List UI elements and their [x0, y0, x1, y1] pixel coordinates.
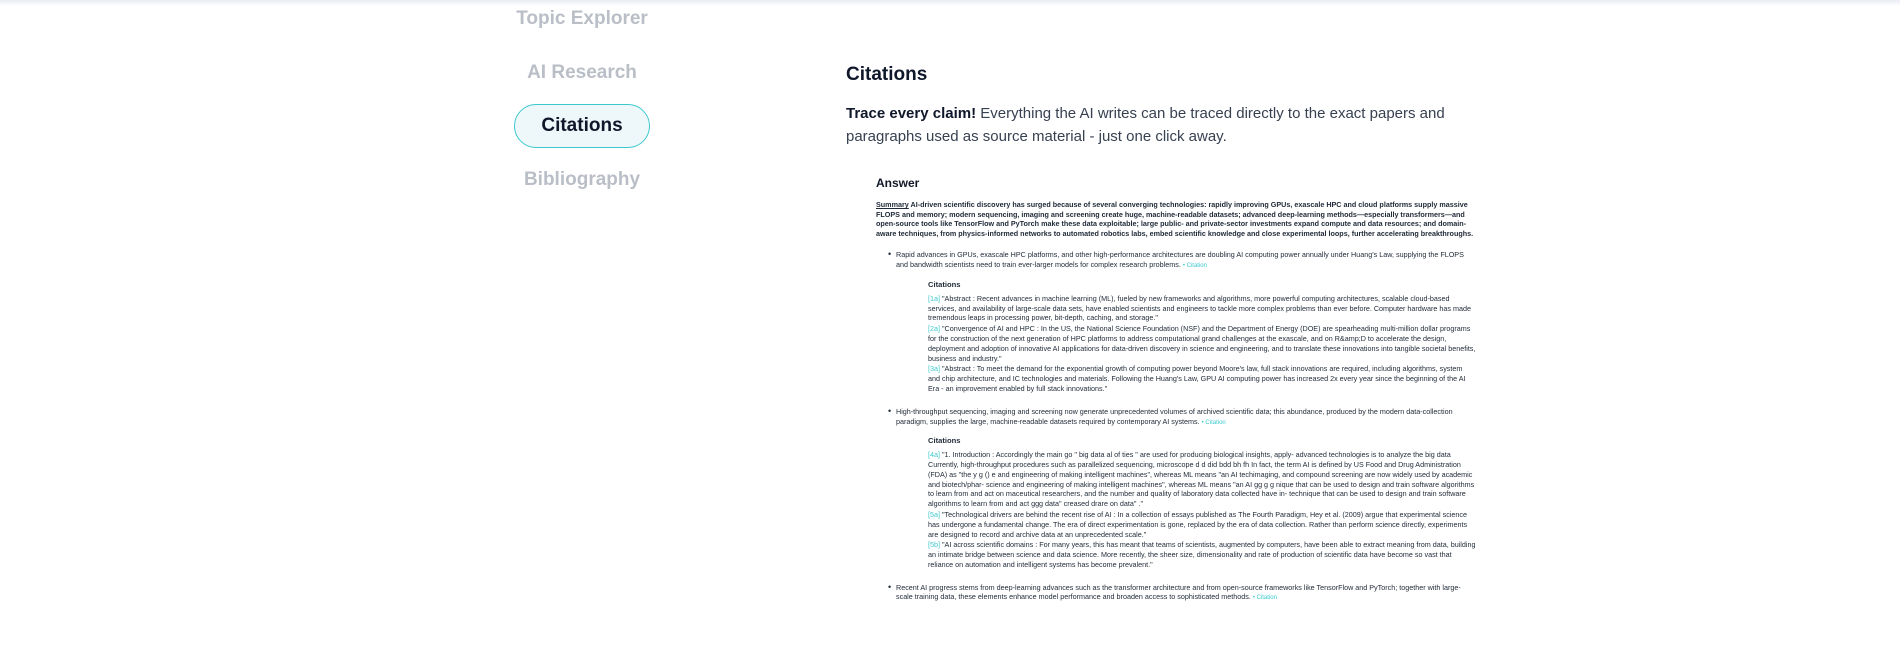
nav-item-topic-explorer[interactable]: Topic Explorer [516, 8, 648, 29]
citation-item [928, 294, 1476, 323]
intro-body: Everything the AI writes can be traced directly to the exact papers and paragraphs used as source material - just one click away. [846, 105, 1445, 145]
citation-text: "Technological drivers are behind the recent rise of AI : In a collection of essays published as The Fourth Paradigm, Hey et al. (2009) argue that experimental science has undergone a fundamental change. The era of direct experimentation is gone, replaced by the era of data collection. Rather than perform science directly, experiments are designed to record and archive data at an unprecedented scale." [928, 509, 1468, 539]
answer-bullet [888, 583, 1476, 605]
citation-item [928, 540, 1476, 569]
citations-title: Citations [928, 436, 961, 446]
citations-title: Citations [928, 279, 961, 289]
bullet-text: High-throughput sequencing, imaging and screening now generate unprecedented volumes of archived scientific data; this abundance, produced by the modern data-collection paradigm, supplies the large, machine-readable datasets required by contemporary AI systems. [896, 406, 1453, 426]
answer-title: Answer [876, 176, 920, 190]
citation-item [928, 324, 1476, 363]
summary-label: Summary [876, 200, 909, 209]
citation-link[interactable]: • Citation [1182, 263, 1207, 270]
top-shadow [0, 0, 1900, 6]
bullet-text: Rapid advances in GPUs, exascale HPC platforms, and other high-performance architectures are doubling AI computing power annually under Huang's Law, supplying the FLOPS and bandwidth scientists need to train ever-larger models for complex research problems. [896, 250, 1464, 270]
summary [876, 200, 1476, 238]
main-content [846, 64, 1496, 163]
intro-text [846, 102, 1446, 148]
bullet-dot: • [888, 249, 892, 260]
bullet-dot: • [888, 581, 892, 592]
answer-bullet [888, 250, 1476, 394]
citation-ref[interactable]: [5b] [928, 540, 940, 550]
citation-link[interactable]: • Citation [1201, 419, 1226, 426]
citation-item [928, 364, 1476, 393]
citation-text: "Abstract : Recent advances in machine learning (ML), fueled by new frameworks and algorithms, more powerful computing architectures, scalable cloud-based services, and availability of large-scale data sets, have enabled scientists and engineers to tackle more complex problems than ever before. Computer hardware has made tremendous leaps in processing power, bit-depth, caching, and storage." [928, 293, 1471, 323]
citation-item [928, 510, 1476, 539]
citations-block [928, 280, 1476, 394]
citation-ref[interactable]: [1a] [928, 293, 940, 303]
citations-block [928, 436, 1476, 569]
citation-ref[interactable]: [3a] [928, 364, 940, 374]
nav-item-ai-research[interactable]: AI Research [527, 62, 637, 83]
citation-text: "AI across scientific domains : For many years, this has meant that teams of scientists, augmented by computers, have been able to extract meaning from data, building an intimate bridge between science and data science. More recently, the sheer size, dimensionality and rate of production of scientific data have become so vast that reliance on automation and intelligent systems has become prevalent." [928, 540, 1476, 569]
citation-ref[interactable]: [2a] [928, 324, 940, 334]
summary-text: AI-driven scientific discovery has surged because of several converging technologies: rapidly improving GPUs, exascale HPC and cloud platforms supply massive FLOPS and memory; modern sequencing, imaging and screening create huge, machine-readable datasets; advanced deep-learning methods—especially transformers—and open-source tools like TensorFlow and PyTorch make these data exploitable; large public- and private-sector investments expand compute and data resources; and domain-aware techniques, from physics-informed networks to automated robotics labs, embed scientific knowledge and close experimental loops, further accelerating breakthroughs. [876, 200, 1474, 238]
bullet-text: Recent AI progress stems from deep-learning advances such as the transformer architecture and from open-source frameworks like TensorFlow and PyTorch; together with large-scale training data, these elements enhance model performance and broaden access to sophisticated methods. [896, 582, 1461, 602]
citation-ref[interactable]: [4a] [928, 450, 940, 460]
nav-item-bibliography[interactable]: Bibliography [523, 169, 641, 190]
intro-bold: Trace every claim! [846, 105, 977, 122]
bullet-dot: • [888, 405, 892, 416]
citation-ref[interactable]: [5a] [928, 509, 940, 519]
page-title: Citations [846, 64, 928, 85]
citation-link[interactable]: • Citation [1252, 595, 1277, 602]
citation-text: "Abstract : To meet the demand for the exponential growth of computing power beyond Moore's law, full stack innovations are required, including algorithms, system and chip architecture, and IC technologies and materials. Following the Huang's Law, GPU AI computing power has increased 2x every year since the beginning of the AI Era - an improvement enabled by full stack innovations." [928, 364, 1466, 393]
answer-document [876, 176, 1476, 604]
answer-bullet [888, 407, 1476, 571]
citation-text: "1. Introduction : Accordingly the main go " big data al of ties " are used for producing biological insights, apply- advanced technologies is to analyze the big data Currently, high-throughput procedures such as parallelized sequencing, microscope d d did bdd bh fh In fact, the term AI is defined by US Food and Drug Administration (FDA) as "the y g () e and engineering of making intelligent machines", whereas ML means "an AI techimaging, and compound screening are now widely used by academic and biotech/phar- science and engineering of making intelligent machines", whereas ML means "an AI gg g g nique that can be used to design and train software algorithms to learn from and act on maceutical researchers, and the number and quality of laboratory data collected have in- technique that can be used to design and train software algorithms to learn from and act ggg data" creased drare on data" ." [928, 450, 1475, 509]
citation-item [928, 450, 1476, 509]
citation-text: "Convergence of AI and HPC : In the US, the National Science Foundation (NSF) and the Department of Energy (DOE) are spearheading multi-million dollar programs for the construction of the next generation of HPC platforms to address computational grand challenges at the exascale, and on R&amp;D to accelerate the design, deployment and adoption of innovative AI applications for data-driven discovery in science and engineering, and to translate these innovations into tangible societal benefits, business and industry." [928, 324, 1476, 363]
nav-item-citations[interactable]: Citations [514, 104, 650, 148]
